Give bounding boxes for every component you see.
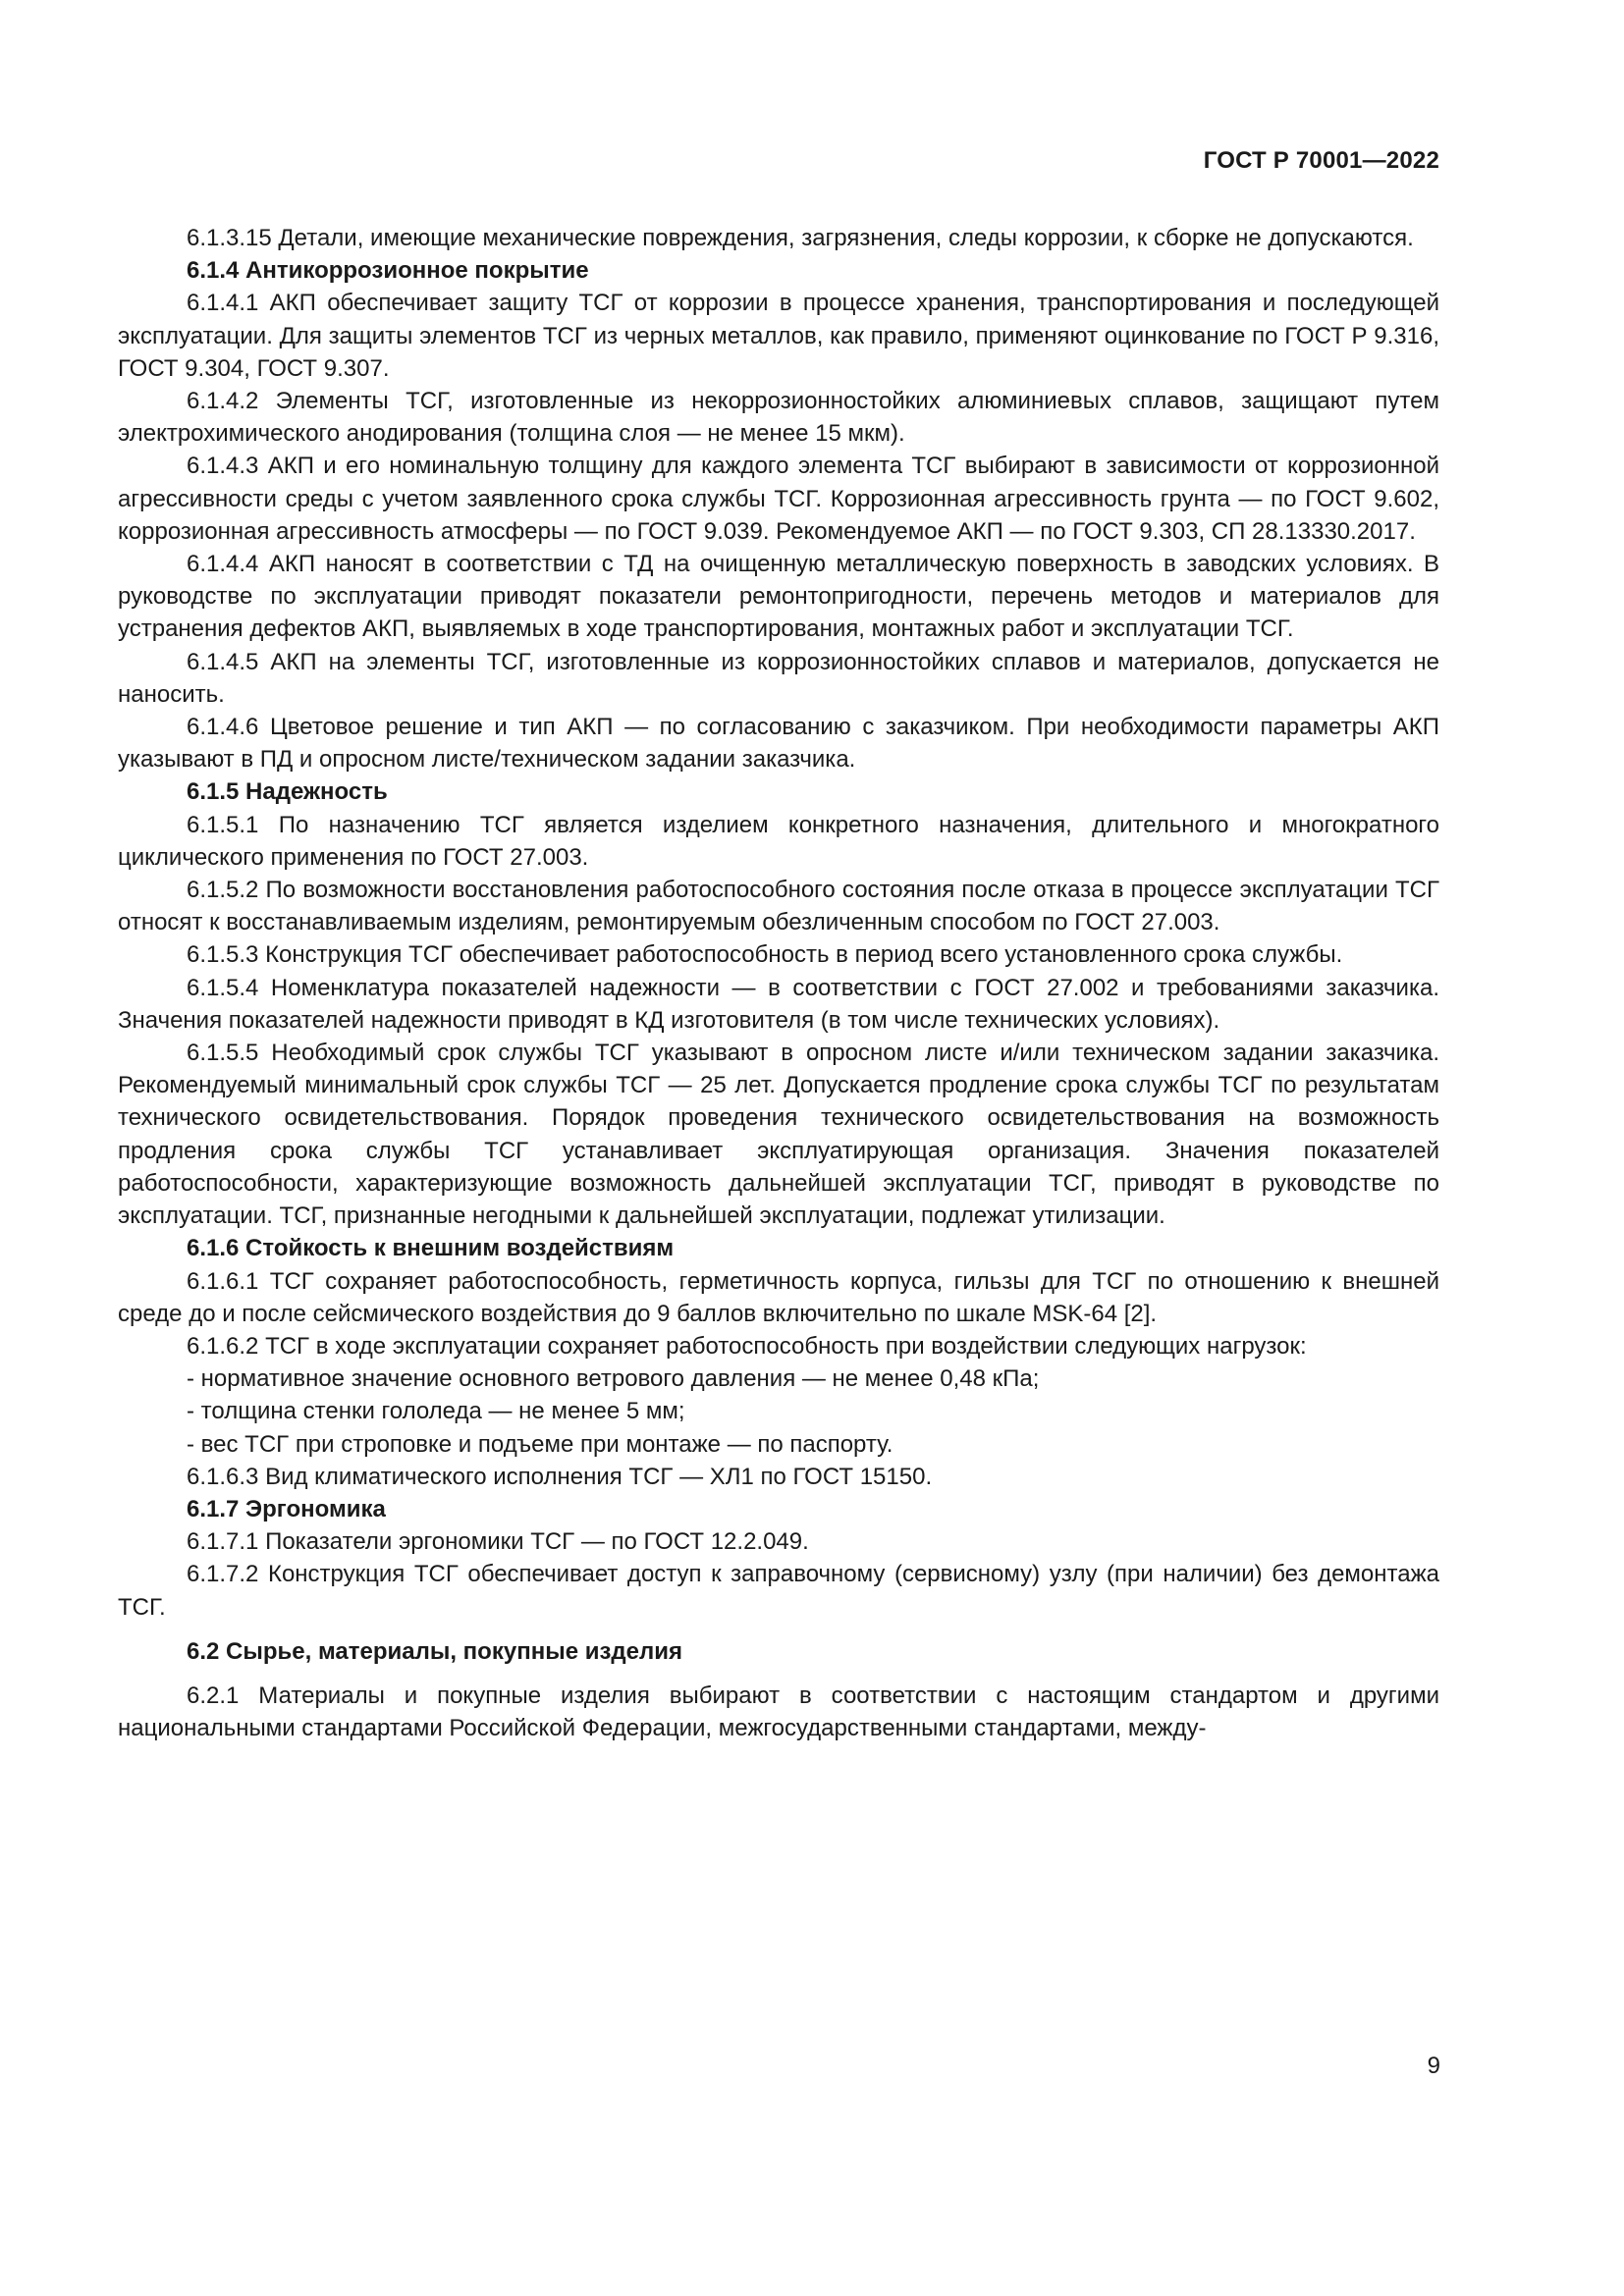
paragraph-6-1-5-3: 6.1.5.3 Конструкция ТСГ обеспечивает работоспособность в период всего установленного срока службы. (187, 941, 1343, 969)
heading-6-1-6: 6.1.6 Стойкость к внешним воздействиям (187, 1235, 675, 1262)
paragraph-6-1-5-1: 6.1.5.1 По назначению ТСГ является изделием конкретного назначения, длительного и многократного циклического применения по ГОСТ 27.003. (118, 811, 1439, 871)
paragraph-6-1-4-5: 6.1.4.5 АКП на элементы ТСГ, изготовленные из коррозионностойких сплавов и материалов, допускается не наносить. (118, 648, 1439, 708)
paragraph-6-1-3-15: 6.1.3.15 Детали, имеющие механические повреждения, загрязнения, следы коррозии, к сборке не допускаются. (187, 225, 1414, 251)
document-body (118, 222, 1439, 1744)
paragraph-6-1-4-2: 6.1.4.2 Элементы ТСГ, изготовленные из некоррозионностойких алюминиевых сплавов, защищают путем электрохимического анодирования (толщина слоя — не менее 15 мкм). (118, 388, 1439, 448)
paragraph-6-1-5-4: 6.1.5.4 Номенклатура показателей надежности — в соответствии с ГОСТ 27.002 и требованиями заказчика. Значения показателей надежности приводят в КД изготовителя (в том числе технических условиях). (118, 974, 1439, 1034)
paragraph-6-1-6-1: 6.1.6.1 ТСГ сохраняет работоспособность, герметичность корпуса, гильзы для ТСГ по отношению к внешней среде до и после сейсмического воздействия до 9 баллов включительно по шкале MSK-64 [2]. (118, 1267, 1439, 1327)
heading-6-1-7: 6.1.7 Эргономика (187, 1495, 386, 1522)
heading-6-2: 6.2 Сырье, материалы, покупные изделия (187, 1637, 682, 1665)
list-item: - вес ТСГ при строповке и подъеме при монтаже — по паспорту. (187, 1430, 893, 1458)
heading-6-1-4: 6.1.4 Антикоррозионное покрытие (187, 257, 589, 285)
document-code: ГОСТ Р 70001—2022 (1203, 147, 1439, 174)
paragraph-6-1-4-3: 6.1.4.3 АКП и его номинальную толщину для каждого элемента ТСГ выбирают в зависимости от коррозионной агрессивности среды с учетом заявленного срока службы ТСГ. Коррозионная агрессивность грунта — по ГОСТ 9.602, коррозионная агрессивность атмосферы — по ГОСТ 9.039. Рекомендуемое АКП — по ГОСТ 9.303, СП 28.13330.2017. (118, 453, 1439, 545)
paragraph-6-2-1: 6.2.1 Материалы и покупные изделия выбирают в соответствии с настоящим стандартом и другими национальными стандартами Российской Федерации, межгосударственными стандартами, между- (118, 1682, 1439, 1742)
paragraph-6-1-4-6: 6.1.4.6 Цветовое решение и тип АКП — по согласованию с заказчиком. При необходимости параметры АКП указывают в ПД и опросном листе/техническом задании заказчика. (118, 714, 1439, 774)
paragraph-6-1-6-3: 6.1.6.3 Вид климатического исполнения ТСГ — ХЛ1 по ГОСТ 15150. (187, 1463, 933, 1490)
page-number: 9 (1427, 2053, 1440, 2079)
paragraph-6-1-6-2: 6.1.6.2 ТСГ в ходе эксплуатации сохраняет работоспособность при воздействии следующих нагрузок: (187, 1332, 1307, 1360)
paragraph-6-1-5-2: 6.1.5.2 По возможности восстановления работоспособного состояния после отказа в процессе эксплуатации ТСГ относят к восстанавливаемым изделиям, ремонтируемым обезличенным способом по ГОСТ 27.003. (118, 877, 1439, 936)
heading-6-1-5: 6.1.5 Надежность (187, 778, 388, 806)
paragraph-6-1-5-5: 6.1.5.5 Необходимый срок службы ТСГ указывают в опросном листе и/или техническом задании заказчика. Рекомендуемый минимальный срок службы ТСГ — 25 лет. Допускается продление срока службы ТСГ по результатам технического освидетельствования. Порядок проведения технического освидетельствования на возможность продления срока службы ТСГ устанавливает эксплуатирующая организация. Значения показателей работоспособности, характеризующие возможность дальнейшей эксплуатации ТСГ, приводят в руководстве по эксплуатации. ТСГ, признанные негодными к дальнейшей эксплуатации, подлежат утилизации. (118, 1040, 1439, 1230)
list-item: - толщина стенки гололеда — не менее 5 мм; (187, 1398, 685, 1425)
paragraph-6-1-7-1: 6.1.7.1 Показатели эргономики ТСГ — по ГОСТ 12.2.049. (187, 1528, 809, 1556)
paragraph-6-1-4-1: 6.1.4.1 АКП обеспечивает защиту ТСГ от коррозии в процессе хранения, транспортирования и последующей эксплуатации. Для защиты элементов ТСГ из черных металлов, как правило, применяют оцинкование по ГОСТ Р 9.316, ГОСТ 9.304, ГОСТ 9.307. (118, 290, 1439, 382)
paragraph-6-1-4-4: 6.1.4.4 АКП наносят в соответствии с ТД на очищенную металлическую поверхность в заводских условиях. В руководстве по эксплуатации приводят показатели ремонтопригодности, перечень методов и материалов для устранения дефектов АКП, выявляемых в ходе транспортирования, монтажных работ и эксплуатации ТСГ. (118, 551, 1439, 643)
paragraph-6-1-7-2: 6.1.7.2 Конструкция ТСГ обеспечивает доступ к заправочному (сервисному) узлу (при наличии) без демонтажа ТСГ. (118, 1561, 1439, 1621)
list-item: - нормативное значение основного ветрового давления — не менее 0,48 кПа; (187, 1365, 1040, 1393)
